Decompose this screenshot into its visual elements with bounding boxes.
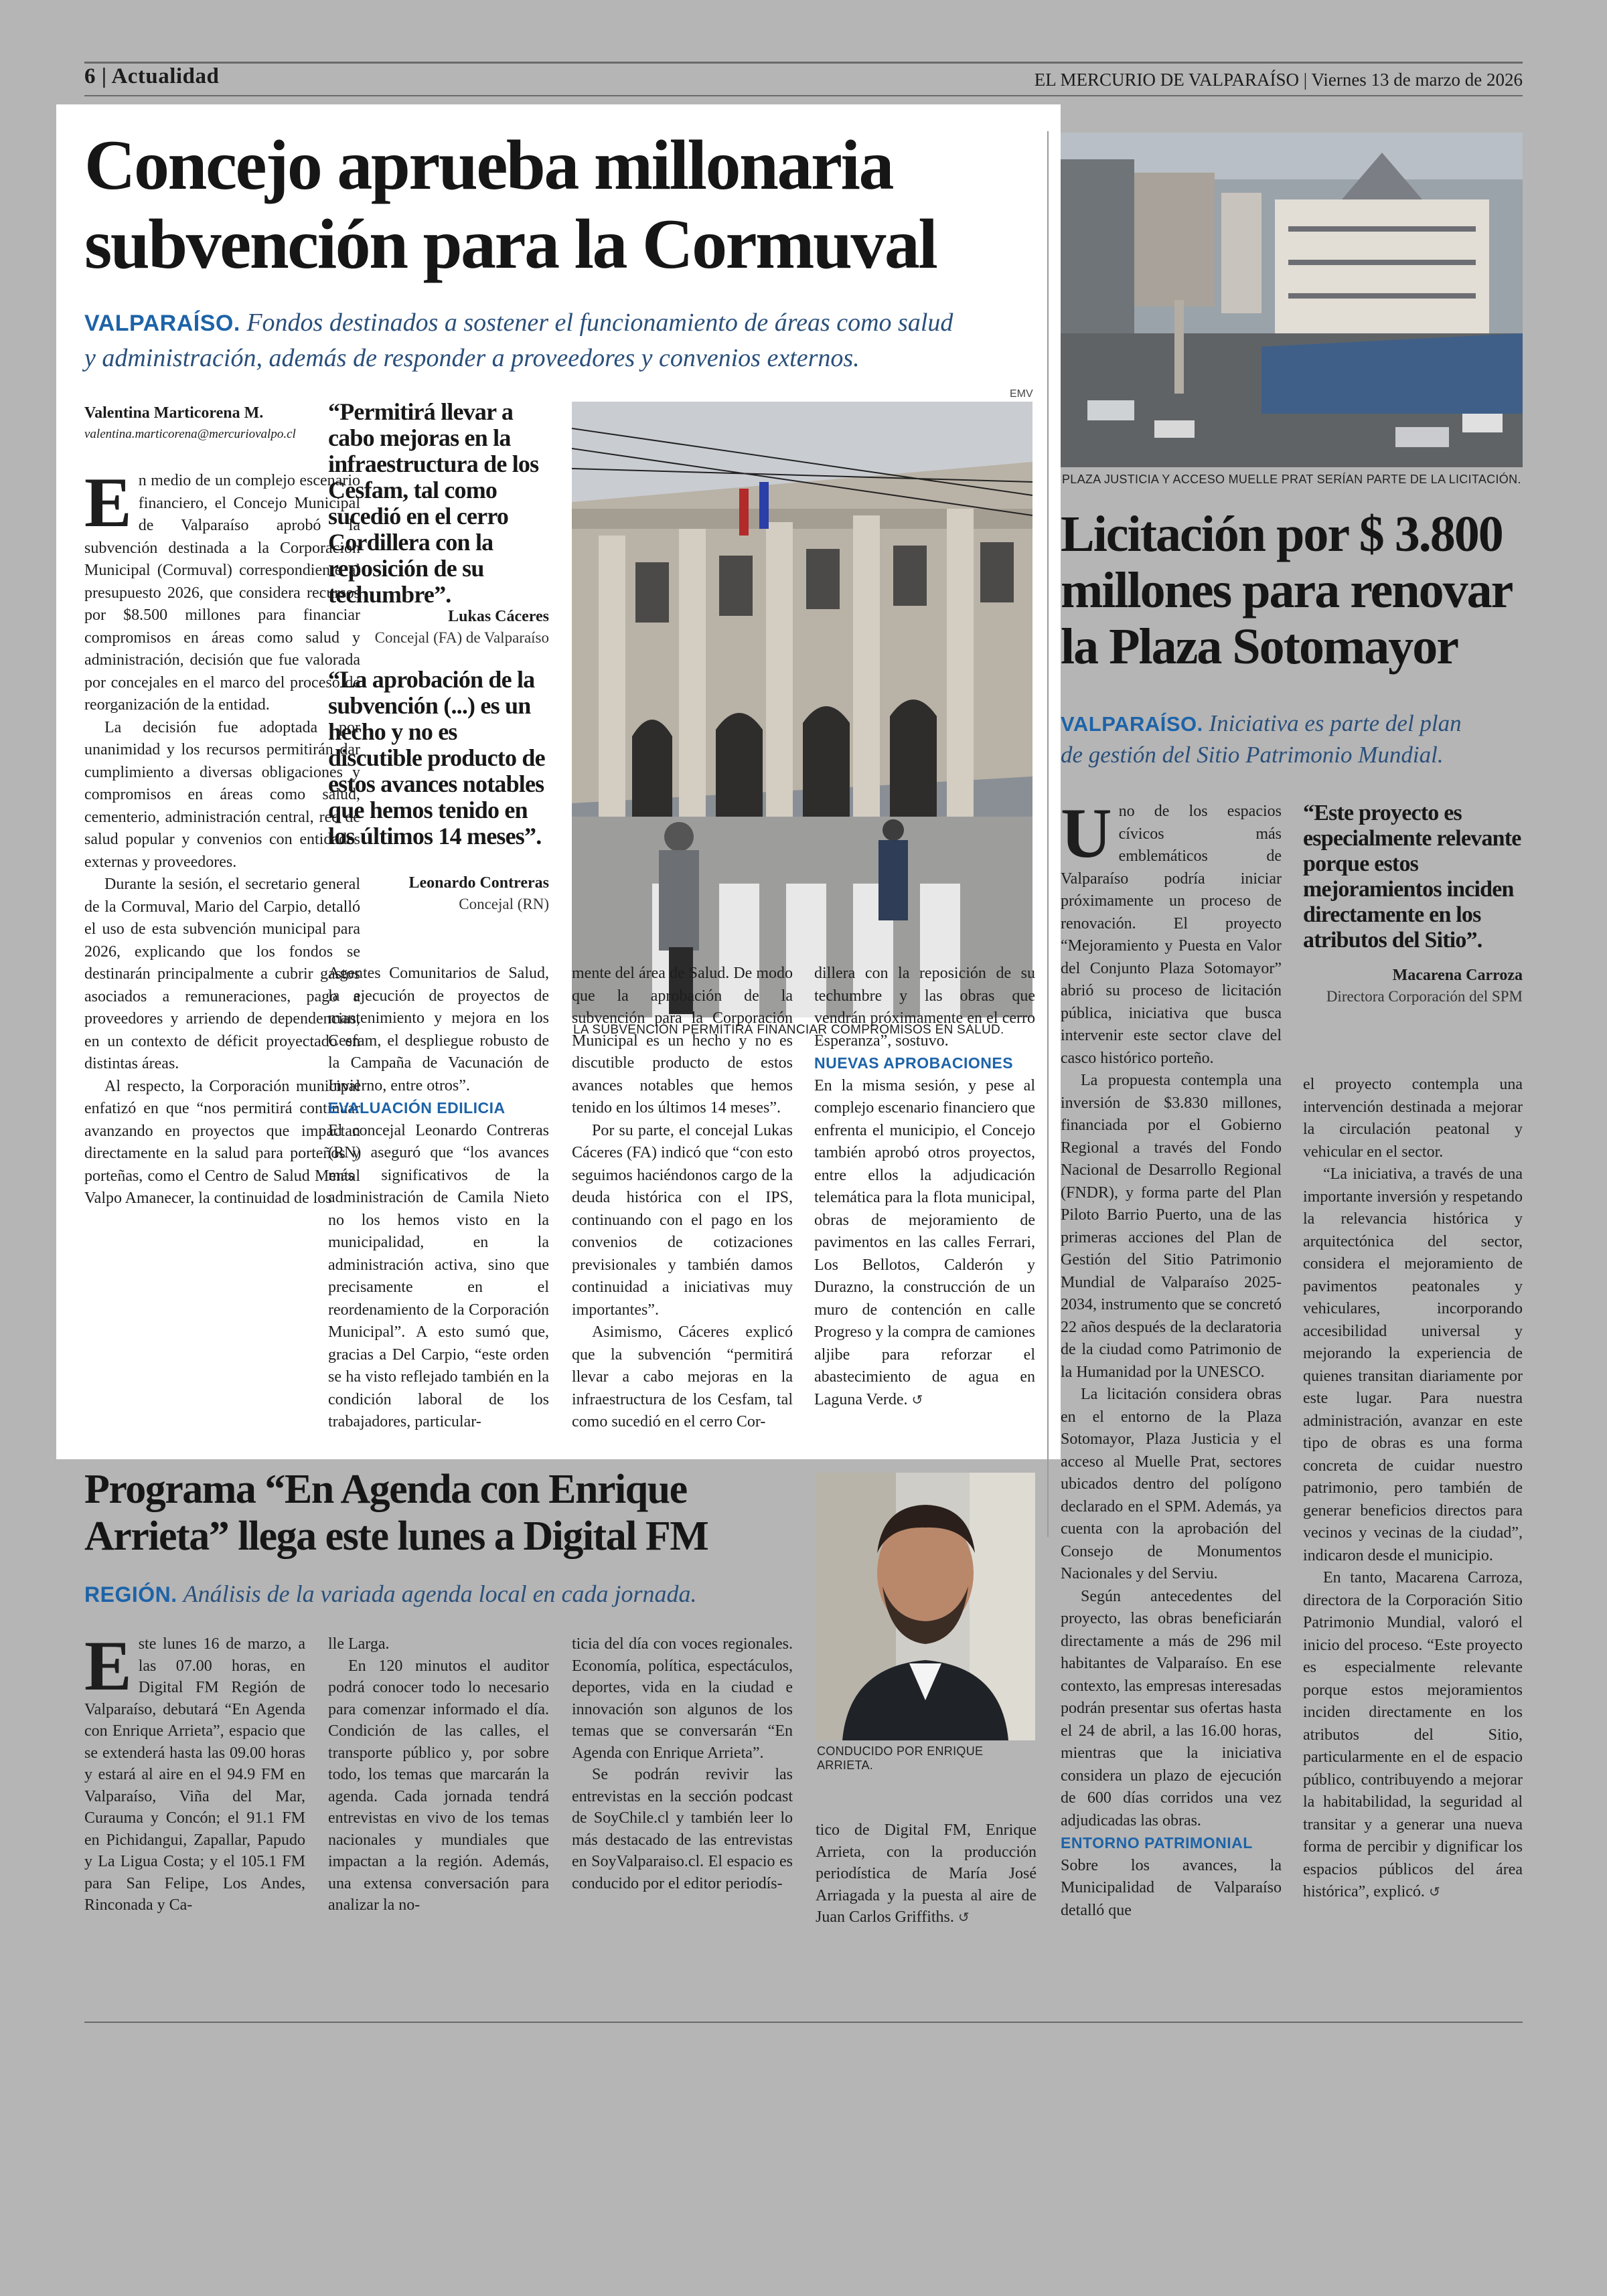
column-separator <box>1047 131 1049 1537</box>
building-facade-image <box>572 402 1032 1017</box>
radio-headline: Programa “En Agenda con Enrique Arrieta” llega este lunes a Digital FM <box>84 1467 708 1559</box>
radio-column-3: ticia del día con voces regionales. Economía, política, espectáculos, deportes, vida en la ciudad e innovación son algunos de los temas que se conversarán “En Agenda con Enrique Arrieta”. Se podrán revivir las entrevistas en la sección podcast de SoyChile.cl y también leer lo más destacado de las entrevistas en SoyValparaiso.cl. El espacio es conducido por el editor periodís- <box>572 1635 793 1892</box>
plaza-dropcap: U <box>1061 794 1112 872</box>
quote-caceres-name: Lukas Cáceres <box>448 608 549 625</box>
plaza-headline: Licitación por $ 3.800 millones para renovar la Plaza Sotomayor <box>1061 506 1513 675</box>
radio-column-1: Este lunes 16 de marzo, a las 07.00 horas, en Digital FM Región de Valparaíso, debutará “En Agenda con Enrique Arrieta”, espacio que se extenderá hasta las 09.00 horas y estará al aire en el 94.9 FM en Valparaíso, Viña del Mar, Curauma y Concón; el 91.1 FM en Pichidangui, Zapallar, Papudo y La Ligua Costa; y el 105.1 FM para San Felipe, Los Andes, Rinconada y Ca- <box>84 1627 305 1914</box>
paper-date: EL MERCURIO DE VALPARAÍSO | Viernes 13 de marzo de 2026 <box>1034 70 1523 90</box>
plaza-column-1: Uno de los espacios cívicos más emblemáticos de Valparaíso podría iniciar próximamente un proceso de renovación. El proyecto “Mejoramiento y Puesta en Valor del Conjunto Plaza Sotomayor” abrió su proceso de licitación pública, iniciativa que busca intervenir este sector clave del casco histórico porteño. La propuesta contempla una inversión de $3.830 millones, financiada por el Gobierno Regional a través del Fondo Nacional de Desarrollo Regional (FNDR), y forma parte del Plan Piloto Barrio Puerto, una de las primeras acciones del Plan de Gestión del Sitio Patrimonio Mundial de Valparaíso 2025-2034, instrumento que se concretó 22 años después de la declaratoria de la ciudad como Patrimonio de la Humanidad por la UNESCO. La licitación considera obras en el entorno de la Plaza Sotomayor, Plaza Justicia y el acceso al Muelle Prat, sectores ubicados dentro del polígono declarado en el SPM. Además, ya cuenta con la aprobación del Consejo de Monumentos Nacionales y del Serviu. Según antecedentes del proyecto, las obras beneficiarán directamente a más de 296 mil habitantes de Valparaíso. En ese contexto, las empresas interesadas podrán presentar sus ofertas hasta el 24 de abril, a las 16.00 horas, mientras que la iniciativa considera un plazo de ejecución de 600 días corridos una vez adjudicadas las obras. ENTORNO PATRIMONIAL Sobre los avances, la Municipalidad de Valparaíso detalló que <box>1061 794 1282 1919</box>
main-column-2: Agentes Comunitarios de Salud, la ejecución de proyectos de mantenimiento y mejora en los Cesfam, el despliegue robusto de la Campaña de Vacunación de Invierno, entre otros”. EVALUACIÓN EDILICIA El concejal Leonardo Contreras (RN) aseguró que “los avances más significativos de la administración de Camila Nieto no los hemos visto en la municipalidad, en la administración activa, sino que precisamente en el reordenamiento de la Corporación Municipal”. A esto sumó que, gracias a Del Carpio, “este orden se ha visto reflejado también en la condición laboral de los trabajadores, particular- <box>328 965 549 1430</box>
quote-carroza-name: Macarena Carroza <box>1392 967 1523 984</box>
end-mark-icon: ↺ <box>1428 1884 1440 1900</box>
enrique-arrieta-portrait <box>816 1473 1035 1740</box>
quote-caceres-role: Concejal (FA) de Valparaíso <box>374 629 549 646</box>
main-article <box>56 104 1061 1459</box>
main-column-1: En medio de un complejo escenario financiero, el Concejo Municipal de Valparaíso aprobó la subvención destinada a la Corporación Municipal (Cormuval) correspondiente al presupuesto 2026, que considera recursos por $8.500 millones para financiar compromisos en áreas como salud y administración, decisión que fue valorada por concejales en el marco del proceso de reorganización de la entidad. La decisión fue adoptada por unanimidad y los recursos permitirán dar cumplimiento a diversas obligaciones y compromisos en áreas como salud, cementerio, administración central, red de salud popular y convenios con entidades externas y proveedores. Durante la sesión, el secretario general de la Cormuval, Mario del Carpio, detalló el uso de esta subvención municipal para 2026, explicando que los fondos se destinarán principalmente a cubrir gastos asociados a remuneraciones, pago a proveedores y arriendo de dependencias, en un contexto de déficit proyectado en distintas áreas. Al respecto, la Corporación municipal enfatizó en que “nos permitirá continuar avanzando en proyectos que impactan directamente en la salud para porteños y porteñas, como el Centro de Salud Mental Valpo Amanecer, la continuidad de los <box>84 463 360 1207</box>
subhead-evaluacion: EVALUACIÓN EDILICIA <box>328 1099 506 1117</box>
top-rule <box>84 62 1523 64</box>
radio-column-2: lle Larga. En 120 minutos el auditor podrá conocer todo lo necesario para comenzar informado el día. Condición de las calles, el transporte público y, por sobre todo, los temas que marcarán la agenda. Cada jornada tendrá entrevistas en vivo de los temas nacionales y mundiales que impactan a la región. Además, una extensa conversación para analizar la no- <box>328 1635 549 1914</box>
dropcap: E <box>84 463 132 542</box>
host-photo-caption: CONDUCIDO POR ENRIQUE ARRIETA. <box>817 1744 984 1772</box>
subhead-entorno: ENTORNO PATRIMONIAL <box>1061 1834 1253 1852</box>
plaza-column-2: el proyecto contempla una intervención destinada a mejorar la circulación peatonal y vehicular en el sector. “La iniciativa, a través de una importante inversión y respetando la relevancia histórica y arquitectónica del sector, considera el mejoramiento de pavimentos peatonales y vehiculares, incorporando accesibilidad universal y mejorando la experiencia de quienes transitan diariamente por este lugar. Para nuestra administración, avanzar en este tipo de obras es una forma concreta de cuidar nuestro patrimonio, pero también de generar beneficios directos para vecinos y vecinas de la ciudad”, indicaron desde el municipio. En tanto, Macarena Carroza, directora de la Corporación Sitio Patrimonio Mundial, valoró el inicio del proceso. “Este proyecto es especialmente relevante porque estos mejoramientos inciden directamente en los atributos del Sitio, particularmente en el de espacio público, contribuyendo a mejorar la habitabilidad, la seguridad al transitar y a generar una nueva forma de percibir y dignificar los espacios públicos del área histórica”, explicó. ↺ <box>1303 1076 1523 1900</box>
main-deck: VALPARAÍSO. Fondos destinados a sostener el funcionamiento de áreas como salud y administración, además de responder a proveedores y convenios externos. <box>84 309 953 372</box>
city-hall-photo <box>572 402 1032 1017</box>
host-photo <box>816 1473 1035 1740</box>
main-column-3: mente del área de Salud. De modo que la aprobación de la subvención para la Corporación Municipal es un hecho y no es discutible producto de estos avances notables que hemos tenido en los últimos 14 meses”. Por su parte, el concejal Lukas Cáceres (FA) indicó que “con esto seguimos haciéndonos cargo de la deuda histórica con el IPS, continuando con el pago en los convenios de cotizaciones previsionales y también damos continuidad a iniciativas muy importantes”. Asimismo, Cáceres explicó que la subvención “permitirá llevar a cabo mejoras en la infraestructura de los Cesfam, tal como sucedió en el cerro Cor- <box>572 965 793 1430</box>
quote-contreras-name: Leonardo Contreras <box>408 874 549 892</box>
subhead-nuevas: NUEVAS APROBACIONES <box>814 1054 1014 1072</box>
section-label: 6 | Actualidad <box>84 64 220 88</box>
author-email[interactable]: valentina.marticorena@mercuriovalpo.cl <box>84 427 296 441</box>
author-name: Valentina Marticorena M. <box>84 404 264 422</box>
main-headline: Concejo aprueba millonaria subvención para la Cormuval <box>84 126 937 283</box>
quote-contreras-role: Concejal (RN) <box>459 896 549 912</box>
quote-carroza-role: Directora Corporación del SPM <box>1326 988 1523 1005</box>
end-mark-icon: ↺ <box>958 1909 970 1925</box>
radio-dropcap: E <box>84 1627 132 1705</box>
main-photo-caption: LA SUBVENCIÓN PERMITIRÁ FINANCIAR COMPROMISOS EN SALUD. <box>573 1023 1004 1037</box>
pull-quote-carroza: “Este proyecto es especialmente relevante porque estos mejoramientos inciden directamente en los atributos del Sitio”. <box>1303 801 1521 953</box>
radio-column-4: tico de Digital FM, Enrique Arrieta, con la producción periodística de María José Arriagada y la puesta al aire de Juan Carlos Griffiths. ↺ <box>816 1821 1037 1926</box>
plaza-deck: VALPARAÍSO. Iniciativa es parte del plan de gestión del Sitio Patrimonio Mundial. <box>1061 710 1462 768</box>
photo-credit: EMV <box>1010 388 1033 400</box>
bottom-rule <box>84 2022 1523 2023</box>
plaza-photo <box>1061 133 1523 467</box>
plaza-sotomayor-image <box>1061 133 1523 467</box>
pull-quote-caceres: “Permitirá llevar a cabo mejoras en la infraestructura de los Cesfam, tal como sucedió en el cerro Cordillera con la reposición de su techumbre”. <box>328 398 539 608</box>
main-column-4: dillera con la reposición de su techumbre y las obras que vendrán próximamente en el cerro Esperanza”, sostuvo. NUEVAS APROBACIONES En la misma sesión, y pese al complejo escenario financiero que enfrenta el municipio, el Concejo también aprobó otros proyectos, entre ellos la adjudicación telemática para la flota municipal, obras de mejoramiento de pavimentos en las calles Ferrari, Los Bellotos, Calderón y Durazno, la construcción de un muro de contención en calle Progreso y la compra de camiones aljibe para reforzar el abastecimiento de agua en Laguna Verde. ↺ <box>814 965 1035 1408</box>
radio-deck: REGIÓN. Análisis de la variada agenda local en cada jornada. <box>84 1580 697 1607</box>
plaza-photo-caption: PLAZA JUSTICIA Y ACCESO MUELLE PRAT SERÍAN PARTE DE LA LICITACIÓN. <box>1062 473 1521 486</box>
end-mark-icon: ↺ <box>911 1391 923 1408</box>
pull-quote-contreras: “La aprobación de la subvención (...) es un hecho y no es discutible producto de estos avances notables que hemos tenido en los últimos 14 meses”. <box>328 666 545 849</box>
header-rule <box>84 95 1523 96</box>
